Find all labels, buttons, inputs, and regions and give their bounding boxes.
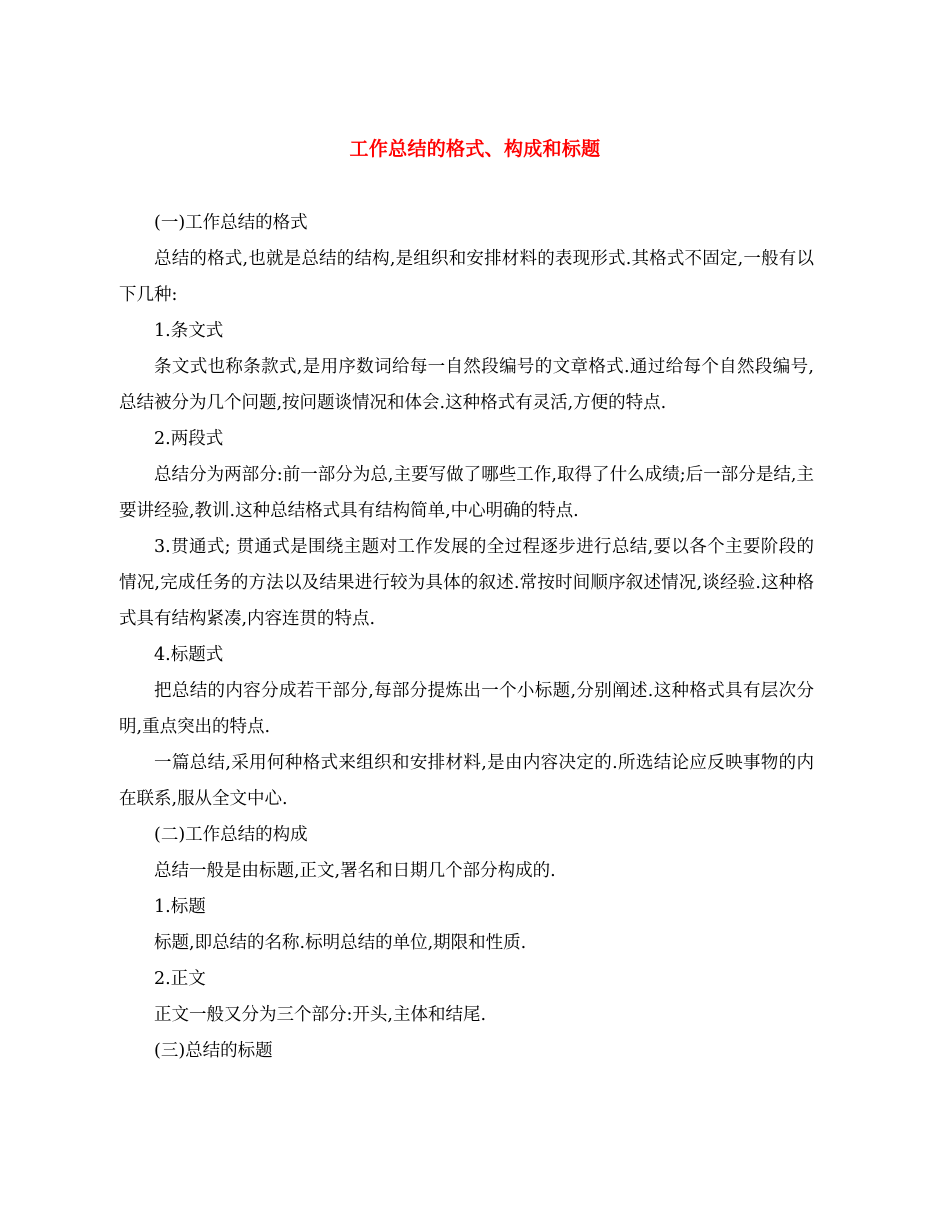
paragraph-heading-style: 把总结的内容分成若干部分,每部分提炼出一个小标题,分别阐述.这种格式具有层次分明,重点突出的特点. [119, 681, 814, 737]
subheading-body-text: 2.正文 [154, 969, 206, 989]
paragraph-title: 标题,即总结的名称.标明总结的单位,期限和性质. [154, 933, 527, 953]
heading-composition: (二)工作总结的构成 [154, 825, 308, 845]
heading-summary-title: (三)总结的标题 [154, 1041, 273, 1061]
paragraph-two-part-style: 总结分为两部分:前一部分为总,主要写做了哪些工作,取得了什么成绩;后一部分是结,主要讲经验,教训.这种总结格式具有结构简单,中心明确的特点. [119, 465, 814, 521]
subheading-heading-style: 4.标题式 [154, 645, 224, 665]
subheading-two-part-style: 2.两段式 [154, 429, 224, 449]
paragraph-body-text: 正文一般又分为三个部分:开头,主体和结尾. [154, 1005, 487, 1025]
document-title: 工作总结的格式、构成和标题 [349, 138, 601, 160]
subheading-article-style: 1.条文式 [154, 321, 224, 341]
paragraph-article-style: 条文式也称条款式,是用序数词给每一自然段编号的文章格式.通过给每个自然段编号,总结被分为几个问题,按问题谈情况和体会.这种格式有灵活,方便的特点. [119, 357, 814, 413]
paragraph-format-intro: 总结的格式,也就是总结的结构,是组织和安排材料的表现形式.其格式不固定,一般有以下几种: [119, 249, 814, 305]
paragraph-composition: 总结一般是由标题,正文,署名和日期几个部分构成的. [154, 861, 556, 881]
subheading-title: 1.标题 [154, 897, 206, 917]
heading-format: (一)工作总结的格式 [154, 213, 308, 233]
document-body [119, 205, 814, 1069]
paragraph-format-choice: 一篇总结,采用何种格式来组织和安排材料,是由内容决定的.所选结论应反映事物的内在联系,服从全文中心. [119, 753, 814, 809]
paragraph-continuous-style: 3.贯通式; 贯通式是围绕主题对工作发展的全过程逐步进行总结,要以各个主要阶段的情况,完成任务的方法以及结果进行较为具体的叙述.常按时间顺序叙述情况,谈经验.这种格式具有结构紧凑,内容连贯的特点. [119, 537, 814, 629]
